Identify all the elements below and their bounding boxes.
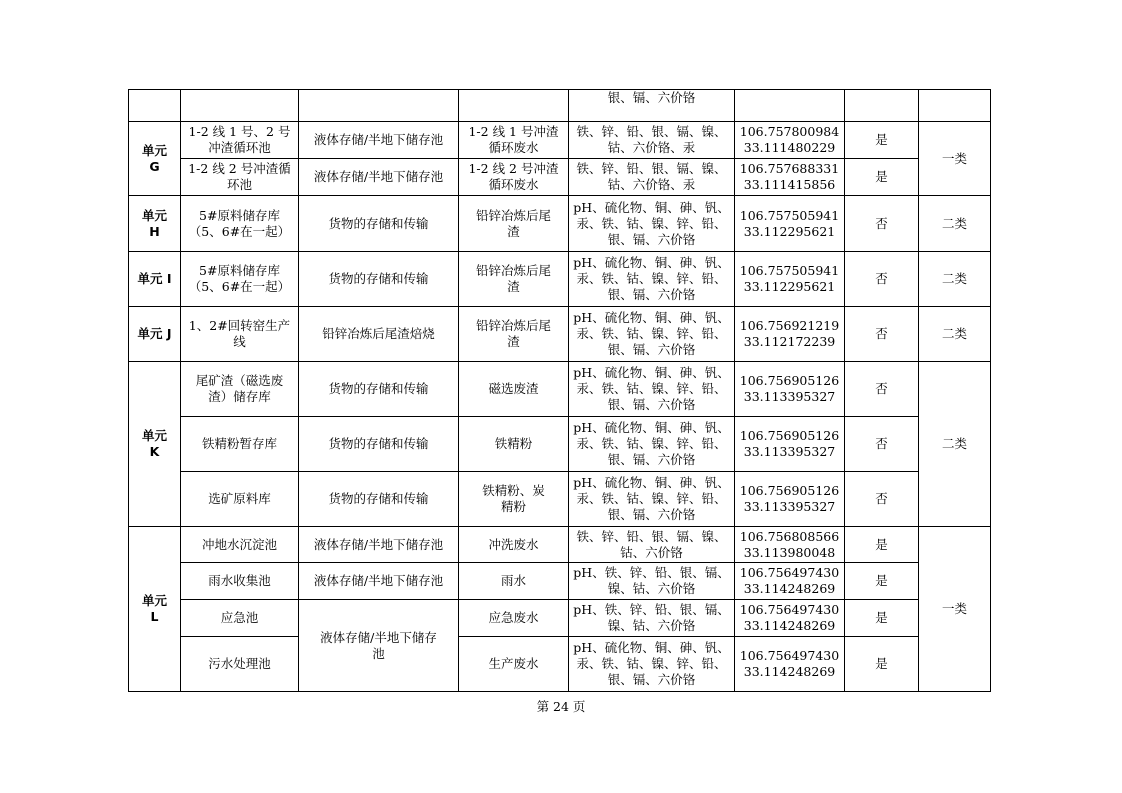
material-cell xyxy=(459,159,569,196)
pollutants-text: 铁、锌、铅、银、镉、镍、 钴、六价铬 xyxy=(576,528,727,560)
unit-label: 单元 K xyxy=(141,428,167,459)
material-cell xyxy=(459,122,569,159)
unit-cell xyxy=(129,527,181,692)
hidden-cell xyxy=(845,196,919,252)
activity-cell xyxy=(299,122,459,159)
facility-text: 尾矿渣（磁选废 渣）储存库 xyxy=(195,373,284,404)
activity-text: 货物的存储和传输 xyxy=(328,271,429,286)
hidden-cell xyxy=(845,122,919,159)
coords-cell xyxy=(735,362,845,417)
facility-text: 铁精粉暂存库 xyxy=(201,436,277,451)
table-row xyxy=(129,563,991,600)
hidden-cell xyxy=(845,362,919,417)
facility-text: 雨水收集池 xyxy=(208,573,271,588)
material-cell xyxy=(459,472,569,527)
pollutants-cell xyxy=(569,90,735,122)
activity-cell xyxy=(299,307,459,362)
coords-text: 106.756905126 33.113395327 xyxy=(739,373,840,404)
unit-label: 单元 J xyxy=(137,326,172,341)
pollutants-text: pH、硫化物、铜、砷、钒、 汞、铁、钴、镍、锌、铅、 银、镉、六价铬 xyxy=(573,420,730,467)
category-cell xyxy=(919,307,991,362)
material-text: 1-2 线 1 号冲渣 循环废水 xyxy=(468,124,559,155)
activity-text: 液体存储/半地下储存 池 xyxy=(320,629,437,661)
coords-cell xyxy=(735,637,845,692)
category-cell xyxy=(919,527,991,692)
category-cell xyxy=(919,362,991,527)
material-cell xyxy=(459,90,569,122)
material-cell xyxy=(459,600,569,637)
coords-text: 106.757505941 33.112295621 xyxy=(739,263,840,294)
facility-table xyxy=(128,89,991,692)
table-row xyxy=(129,417,991,472)
pollutants-cell xyxy=(569,527,735,563)
pollutants-cell xyxy=(569,159,735,196)
facility-text: 冲地水沉淀池 xyxy=(201,536,277,552)
activity-cell xyxy=(299,252,459,307)
category-cell xyxy=(919,196,991,252)
pollutants-cell xyxy=(569,637,735,692)
hidden-cell xyxy=(845,472,919,527)
hidden-text: 否 xyxy=(875,491,888,506)
facility-cell xyxy=(181,90,299,122)
pollutants-cell xyxy=(569,472,735,527)
material-cell xyxy=(459,252,569,307)
coords-cell xyxy=(735,600,845,637)
facility-text: 应急池 xyxy=(220,610,259,625)
activity-text: 货物的存储和传输 xyxy=(328,215,429,231)
material-text: 铅锌冶炼后尾 渣 xyxy=(475,207,551,239)
pollutants-cell xyxy=(569,600,735,637)
hidden-cell xyxy=(845,159,919,196)
material-cell xyxy=(459,637,569,692)
pollutants-text: pH、铁、锌、铅、银、镉、 镍、钴、六价铬 xyxy=(573,565,730,596)
material-cell xyxy=(459,563,569,600)
activity-cell xyxy=(299,362,459,417)
coords-cell xyxy=(735,307,845,362)
hidden-text: 否 xyxy=(875,326,888,341)
coords-cell xyxy=(735,122,845,159)
category-text: 二类 xyxy=(941,271,967,286)
facility-cell xyxy=(181,417,299,472)
activity-cell xyxy=(299,472,459,527)
pollutants-text: 铁、锌、铅、银、镉、镍、 钴、六价铬、汞 xyxy=(576,161,727,192)
material-text: 应急废水 xyxy=(488,610,539,625)
category-text: 二类 xyxy=(941,215,967,231)
facility-cell xyxy=(181,637,299,692)
activity-text: 货物的存储和传输 xyxy=(328,381,429,396)
coords-text: 106.757505941 33.112295621 xyxy=(739,207,840,239)
unit-cell xyxy=(129,122,181,196)
hidden-cell xyxy=(845,637,919,692)
category-cell xyxy=(919,122,991,196)
facility-cell xyxy=(181,122,299,159)
material-text: 生产废水 xyxy=(488,656,539,671)
material-cell xyxy=(459,417,569,472)
pollutants-cell xyxy=(569,563,735,600)
activity-text: 液体存储/半地下储存池 xyxy=(313,573,444,588)
coords-text: 106.756497430 33.114248269 xyxy=(739,565,840,596)
table-row xyxy=(129,196,991,252)
material-text: 雨水 xyxy=(500,573,526,588)
unit-cell xyxy=(129,252,181,307)
coords-text: 106.756497430 33.114248269 xyxy=(739,602,840,633)
material-cell xyxy=(459,527,569,563)
facility-cell xyxy=(181,252,299,307)
facility-text: 1-2 线 2 号冲渣循 环池 xyxy=(188,161,291,192)
table-row xyxy=(129,637,991,692)
facility-cell xyxy=(181,159,299,196)
pollutants-text: pH、硫化物、铜、砷、钒、 汞、铁、钴、镍、锌、铅、 银、镉、六价铬 xyxy=(573,310,730,357)
activity-cell xyxy=(299,159,459,196)
hidden-cell xyxy=(845,563,919,600)
hidden-cell xyxy=(845,600,919,637)
category-text: 一类 xyxy=(941,150,967,166)
table-row xyxy=(129,362,991,417)
facility-cell xyxy=(181,527,299,563)
activity-text: 铅锌冶炼后尾渣焙烧 xyxy=(322,326,435,341)
unit-cell xyxy=(129,307,181,362)
material-cell xyxy=(459,307,569,362)
facility-cell xyxy=(181,307,299,362)
pollutants-cell xyxy=(569,196,735,252)
unit-label: 单元 I xyxy=(137,271,172,286)
hidden-cell xyxy=(845,307,919,362)
activity-text: 货物的存储和传输 xyxy=(328,491,429,506)
hidden-text: 是 xyxy=(875,536,888,552)
pollutants-cell xyxy=(569,122,735,159)
table-row xyxy=(129,90,991,122)
coords-cell xyxy=(735,563,845,600)
coords-cell xyxy=(735,417,845,472)
hidden-text: 否 xyxy=(875,436,888,451)
material-text: 铅锌冶炼后尾 渣 xyxy=(475,318,551,349)
coords-text: 106.756921219 33.112172239 xyxy=(739,318,840,349)
facility-cell xyxy=(181,600,299,637)
table-row xyxy=(129,159,991,196)
pollutants-text: pH、硫化物、铜、砷、钒、 汞、铁、钴、镍、锌、铅、 银、镉、六价铬 xyxy=(573,475,730,522)
coords-text: 106.757688331 33.111415856 xyxy=(739,161,840,192)
facility-text: 污水处理池 xyxy=(208,656,271,671)
facility-text: 选矿原料库 xyxy=(208,491,271,506)
category-cell xyxy=(919,90,991,122)
pollutants-text: 银、镉、六价铬 xyxy=(607,90,696,105)
hidden-cell xyxy=(845,417,919,472)
facility-text: 5#原料储存库 （5、6#在一起） xyxy=(188,207,291,239)
table-row xyxy=(129,472,991,527)
unit-label: 单元 G xyxy=(141,142,167,174)
pollutants-text: pH、硫化物、铜、砷、钒、 汞、铁、钴、镍、锌、铅、 银、镉、六价铬 xyxy=(573,640,730,687)
hidden-text: 否 xyxy=(875,381,888,396)
activity-cell xyxy=(299,196,459,252)
hidden-cell xyxy=(845,252,919,307)
activity-cell xyxy=(299,563,459,600)
facility-text: 5#原料储存库 （5、6#在一起） xyxy=(188,263,291,294)
category-text: 一类 xyxy=(941,601,967,616)
facility-text: 1、2#回转窑生产 线 xyxy=(188,318,291,349)
activity-cell xyxy=(299,90,459,122)
unit-cell xyxy=(129,90,181,122)
coords-cell xyxy=(735,252,845,307)
hidden-text: 是 xyxy=(875,573,888,588)
material-text: 冲洗废水 xyxy=(488,536,539,552)
material-text: 铁精粉 xyxy=(494,436,533,451)
unit-label: 单元 H xyxy=(141,207,167,239)
activity-cell xyxy=(299,527,459,563)
activity-cell xyxy=(299,417,459,472)
category-text: 二类 xyxy=(941,436,967,451)
coords-text: 106.757800984 33.111480229 xyxy=(739,124,840,155)
table-row xyxy=(129,252,991,307)
material-text: 磁选废渣 xyxy=(488,381,539,396)
pollutants-text: pH、硫化物、铜、砷、钒、 汞、铁、钴、镍、锌、铅、 银、镉、六价铬 xyxy=(573,255,730,302)
activity-text: 液体存储/半地下储存池 xyxy=(313,536,444,552)
material-text: 1-2 线 2 号冲渣 循环废水 xyxy=(468,161,559,192)
pollutants-cell xyxy=(569,362,735,417)
pollutants-cell xyxy=(569,307,735,362)
hidden-text: 是 xyxy=(875,132,888,147)
coords-cell xyxy=(735,196,845,252)
unit-label: 单元 L xyxy=(141,593,167,624)
facility-cell xyxy=(181,196,299,252)
pollutants-cell xyxy=(569,252,735,307)
coords-text: 106.756905126 33.113395327 xyxy=(739,483,840,514)
material-text: 铁精粉、炭 精粉 xyxy=(482,483,545,514)
coords-cell xyxy=(735,472,845,527)
hidden-text: 否 xyxy=(875,215,888,231)
hidden-cell xyxy=(845,527,919,563)
hidden-text: 是 xyxy=(875,656,888,671)
table-row xyxy=(129,600,991,637)
material-cell xyxy=(459,362,569,417)
page-number: 第 24 页 xyxy=(536,699,586,714)
unit-cell xyxy=(129,196,181,252)
pollutants-text: 铁、锌、铅、银、镉、镍、 钴、六价铬、汞 xyxy=(576,124,727,155)
category-text: 二类 xyxy=(941,326,967,341)
facility-cell xyxy=(181,362,299,417)
table-row xyxy=(129,307,991,362)
coords-cell xyxy=(735,527,845,563)
hidden-text: 是 xyxy=(875,610,888,625)
activity-text: 货物的存储和传输 xyxy=(328,436,429,451)
pollutants-text: pH、硫化物、铜、砷、钒、 汞、铁、钴、镍、锌、铅、 银、镉、六价铬 xyxy=(573,365,730,412)
table-row xyxy=(129,122,991,159)
table-row xyxy=(129,527,991,563)
category-cell xyxy=(919,252,991,307)
pollutants-text: pH、硫化物、铜、砷、钒、 汞、铁、钴、镍、锌、铅、 银、镉、六价铬 xyxy=(573,199,730,247)
coords-text: 106.756808566 33.113980048 xyxy=(739,528,840,560)
hidden-text: 是 xyxy=(875,169,888,184)
hidden-cell xyxy=(845,90,919,122)
pollutants-cell xyxy=(569,417,735,472)
pollutants-text: pH、铁、锌、铅、银、镉、 镍、钴、六价铬 xyxy=(573,602,730,633)
facility-cell xyxy=(181,563,299,600)
material-text: 铅锌冶炼后尾 渣 xyxy=(475,263,551,294)
activity-cell xyxy=(299,600,459,692)
facility-text: 1-2 线 1 号、2 号 冲渣循环池 xyxy=(188,124,291,155)
coords-cell xyxy=(735,90,845,122)
hidden-text: 否 xyxy=(875,271,888,286)
unit-cell xyxy=(129,362,181,527)
facility-cell xyxy=(181,472,299,527)
coords-text: 106.756497430 33.114248269 xyxy=(739,648,840,679)
activity-text: 液体存储/半地下储存池 xyxy=(313,132,444,147)
activity-text: 液体存储/半地下储存池 xyxy=(313,169,444,184)
coords-text: 106.756905126 33.113395327 xyxy=(739,428,840,459)
material-cell xyxy=(459,196,569,252)
coords-cell xyxy=(735,159,845,196)
